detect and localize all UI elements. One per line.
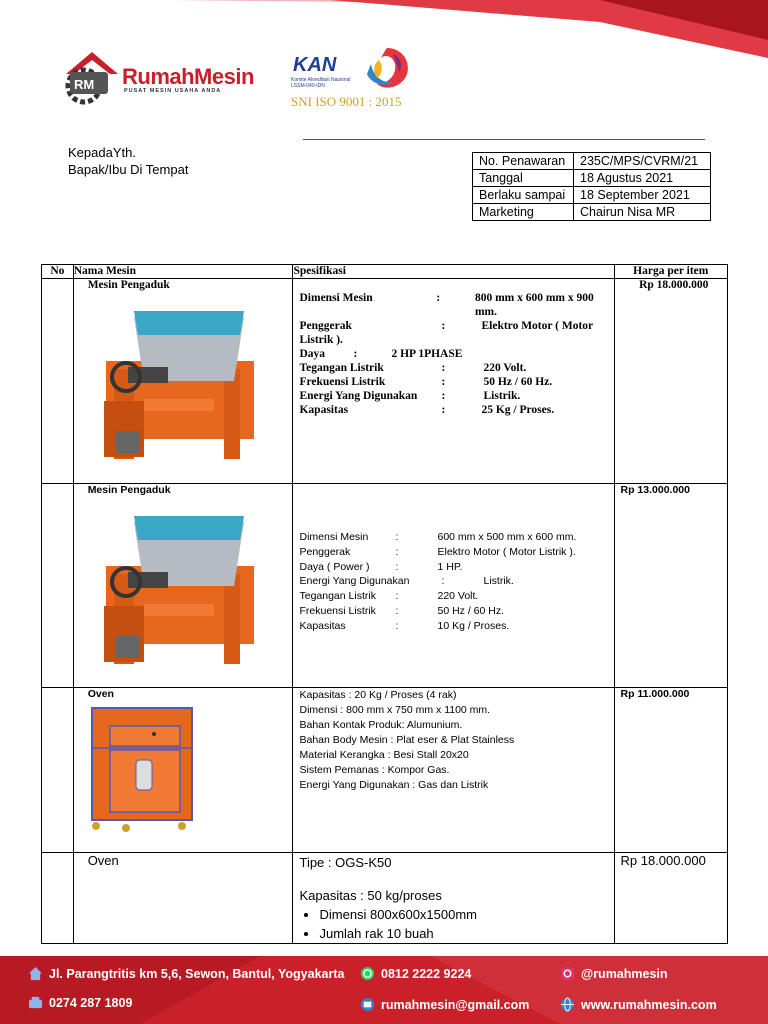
spec-value: Listrik. bbox=[483, 390, 521, 402]
spec-key: Tegangan Listrik bbox=[299, 590, 376, 603]
spec-line bbox=[299, 333, 613, 347]
spec-line bbox=[299, 604, 613, 619]
spec-key: Energi Yang Digunakan bbox=[299, 390, 418, 402]
row-name-cell bbox=[73, 688, 293, 853]
kan-accreditation bbox=[289, 44, 419, 114]
product-type: Tipe : OGS-K50 bbox=[299, 855, 392, 870]
footer-website[interactable] bbox=[560, 997, 717, 1012]
spec-line bbox=[299, 530, 613, 545]
kan-name: KAN bbox=[293, 54, 337, 76]
spec-line: Dimensi : 800 mm x 750 mm x 1100 mm. bbox=[299, 704, 491, 716]
phone-icon bbox=[28, 995, 43, 1010]
spec-value: Elektro Motor ( Motor bbox=[481, 320, 594, 332]
offer-row bbox=[473, 204, 711, 221]
offer-label: Tanggal bbox=[473, 170, 574, 187]
spec-key: Dimensi Mesin bbox=[299, 531, 369, 543]
row-no bbox=[42, 279, 74, 484]
spec-sep: : bbox=[441, 575, 445, 588]
spec-sep: : bbox=[395, 560, 399, 573]
row-no bbox=[42, 688, 74, 853]
row-no bbox=[42, 853, 74, 944]
spec-key: Frekuensi Listrik bbox=[299, 604, 376, 617]
spec-key: Frekuensi Listrik bbox=[299, 376, 386, 388]
whatsapp-icon bbox=[360, 966, 375, 981]
offer-row bbox=[473, 187, 711, 204]
recipient-block bbox=[68, 144, 188, 178]
offer-value: Chairun Nisa MR bbox=[574, 204, 711, 221]
row-name-cell bbox=[73, 853, 293, 944]
address-text: Jl. Parangtritis km 5,6, Sewon, Bantul, Yogyakarta bbox=[49, 966, 345, 981]
product-name: Oven bbox=[87, 853, 119, 868]
list-item: • Jumlah rak 10 buah bbox=[319, 924, 613, 943]
row-spec-cell bbox=[293, 853, 614, 944]
footer bbox=[0, 956, 768, 1024]
spec-key: Kapasitas bbox=[299, 404, 349, 416]
list-item: • Dimensi 800x600x1500mm bbox=[319, 905, 613, 924]
spec-line: Bahan Body Mesin : Plat eser & Plat Stainless bbox=[299, 734, 515, 746]
row-price: Rp 11.000.000 bbox=[614, 688, 728, 853]
mixer-machine-image bbox=[104, 291, 254, 471]
offer-row bbox=[473, 153, 711, 170]
spec-line bbox=[299, 403, 613, 417]
spec-value: 25 Kg / Proses. bbox=[481, 404, 555, 416]
footer-whatsapp[interactable] bbox=[360, 966, 471, 981]
spec-value: 220 Volt. bbox=[437, 590, 479, 603]
spec-key: Tegangan Listrik bbox=[299, 362, 384, 374]
spec-value: 50 Hz / 60 Hz. bbox=[483, 376, 553, 388]
spec-line bbox=[299, 375, 613, 389]
kan-sub: Komite Akreditasi Nasional LSSM-040-IDN bbox=[291, 77, 351, 89]
globe-icon bbox=[560, 997, 575, 1012]
table-header-row bbox=[42, 265, 728, 279]
mixer-machine-image bbox=[104, 496, 254, 676]
spec-line bbox=[299, 347, 613, 361]
email-icon bbox=[360, 997, 375, 1012]
spec-sep: : bbox=[441, 376, 446, 388]
spec-line bbox=[299, 619, 613, 634]
spec-line bbox=[299, 389, 613, 403]
spec-key: Penggerak bbox=[299, 545, 351, 558]
spec-line: Bahan Kontak Produk: Alumunium. bbox=[299, 719, 463, 731]
spec-line bbox=[299, 574, 613, 589]
spec-sep: : bbox=[395, 590, 399, 603]
spec-key: Dimensi Mesin bbox=[299, 292, 373, 304]
brand-tagline: PUSAT MESIN USAHA ANDA bbox=[124, 88, 222, 94]
offer-value: 18 September 2021 bbox=[574, 187, 711, 204]
table-row bbox=[42, 484, 728, 688]
logo-initials: RM bbox=[74, 77, 95, 92]
instagram-icon bbox=[560, 966, 575, 981]
spec-value: 800 mm x 600 mm x 900 mm. bbox=[474, 292, 594, 318]
instagram-text: @rumahmesin bbox=[581, 966, 668, 981]
spec-line bbox=[299, 361, 613, 375]
header-no: No bbox=[42, 265, 74, 279]
spec-value: 50 Hz / 60 Hz. bbox=[437, 604, 505, 617]
spec-value: Elektro Motor ( Motor Listrik ). bbox=[437, 545, 576, 558]
whatsapp-text: 0812 2222 9224 bbox=[381, 966, 472, 981]
header-name: Nama Mesin bbox=[73, 265, 293, 279]
spec-line bbox=[299, 319, 613, 333]
website-text: www.rumahmesin.com bbox=[581, 997, 717, 1012]
rumahmesin-logo bbox=[62, 48, 272, 108]
header-price: Harga per item bbox=[614, 265, 728, 279]
email-text: rumahmesin@gmail.com bbox=[381, 997, 530, 1012]
spec-value: 1 HP. bbox=[437, 560, 463, 573]
spec-value: 220 Volt. bbox=[483, 362, 527, 374]
offer-label: Marketing bbox=[473, 204, 574, 221]
footer-email[interactable] bbox=[360, 997, 529, 1012]
spec-key: Daya ( Power ) bbox=[299, 560, 370, 573]
offer-value: 18 Agustus 2021 bbox=[574, 170, 711, 187]
row-spec-cell bbox=[293, 484, 614, 688]
offer-info-table bbox=[472, 152, 711, 221]
product-name: Mesin Pengaduk bbox=[87, 279, 170, 291]
spec-sep: : bbox=[395, 619, 399, 632]
recipient-line2: Bapak/Ibu Di Tempat bbox=[68, 162, 189, 177]
product-capacity: Kapasitas : 50 kg/proses bbox=[299, 888, 442, 903]
spec-sep: : bbox=[395, 604, 399, 617]
phone-text: 0274 287 1809 bbox=[49, 995, 133, 1010]
bullet-list bbox=[299, 905, 613, 943]
phoenix-icon bbox=[361, 44, 413, 96]
spec-key: Kapasitas bbox=[299, 619, 346, 632]
oven-machine-image bbox=[88, 700, 208, 840]
recipient-line1: KepadaYth. bbox=[68, 145, 136, 160]
offer-label: Berlaku sampai bbox=[473, 187, 574, 204]
spec-key: Penggerak bbox=[299, 320, 352, 332]
spec-value: Listrik. bbox=[483, 575, 514, 588]
row-price: Rp 18.000.000 bbox=[614, 279, 728, 484]
spec-line: Energi Yang Digunakan : Gas dan Listrik bbox=[299, 779, 489, 791]
row-spec-cell bbox=[293, 279, 614, 484]
row-name-cell bbox=[73, 279, 293, 484]
row-price: Rp 18.000.000 bbox=[614, 853, 728, 944]
spec-line: Sistem Pemanas : Kompor Gas. bbox=[299, 764, 450, 776]
row-price: Rp 13.000.000 bbox=[614, 484, 728, 688]
spec-key: Listrik ). bbox=[299, 334, 343, 346]
spec-value: 2 HP 1PHASE bbox=[391, 348, 463, 360]
footer-phone[interactable] bbox=[28, 995, 132, 1010]
spec-sep: : bbox=[441, 320, 446, 332]
footer-address bbox=[28, 966, 344, 981]
iso-label: SNI ISO 9001 : 2015 bbox=[291, 94, 402, 109]
product-name: Oven bbox=[87, 688, 114, 700]
spec-line: Kapasitas : 20 Kg / Proses (4 rak) bbox=[299, 689, 457, 701]
spec-key: Energi Yang Digunakan bbox=[299, 575, 410, 588]
spec-sep: : bbox=[441, 362, 446, 374]
table-row bbox=[42, 853, 728, 944]
spec-sep: : bbox=[441, 404, 446, 416]
house-gear-icon bbox=[62, 48, 122, 106]
spec-line bbox=[299, 560, 613, 575]
row-spec-cell bbox=[293, 688, 614, 853]
spec-sep: : bbox=[436, 292, 441, 304]
product-table bbox=[41, 264, 728, 944]
header-spec: Spesifikasi bbox=[293, 265, 614, 279]
spec-key: Daya bbox=[299, 348, 326, 360]
offer-row bbox=[473, 170, 711, 187]
product-name: Mesin Pengaduk bbox=[87, 484, 171, 496]
spec-line: Material Kerangka : Besi Stall 20x20 bbox=[299, 749, 469, 761]
spec-sep: : bbox=[395, 531, 399, 543]
spec-sep: : bbox=[353, 348, 358, 360]
spec-line bbox=[299, 545, 613, 560]
offer-label: No. Penawaran bbox=[473, 153, 574, 170]
spec-value: 10 Kg / Proses. bbox=[437, 619, 510, 632]
footer-instagram[interactable] bbox=[560, 966, 668, 981]
home-icon bbox=[28, 966, 43, 981]
spec-line bbox=[299, 291, 613, 319]
table-row bbox=[42, 688, 728, 853]
brand-name: RumahMesin bbox=[122, 64, 254, 89]
header-divider bbox=[303, 139, 705, 140]
offer-value: 235C/MPS/CVRM/21 bbox=[574, 153, 711, 170]
spec-value: 600 mm x 500 mm x 600 mm. bbox=[437, 531, 577, 543]
table-row bbox=[42, 279, 728, 484]
row-no bbox=[42, 484, 74, 688]
spec-sep: : bbox=[395, 545, 399, 558]
spec-sep: : bbox=[441, 390, 446, 402]
row-name-cell bbox=[73, 484, 293, 688]
spec-line bbox=[299, 589, 613, 604]
